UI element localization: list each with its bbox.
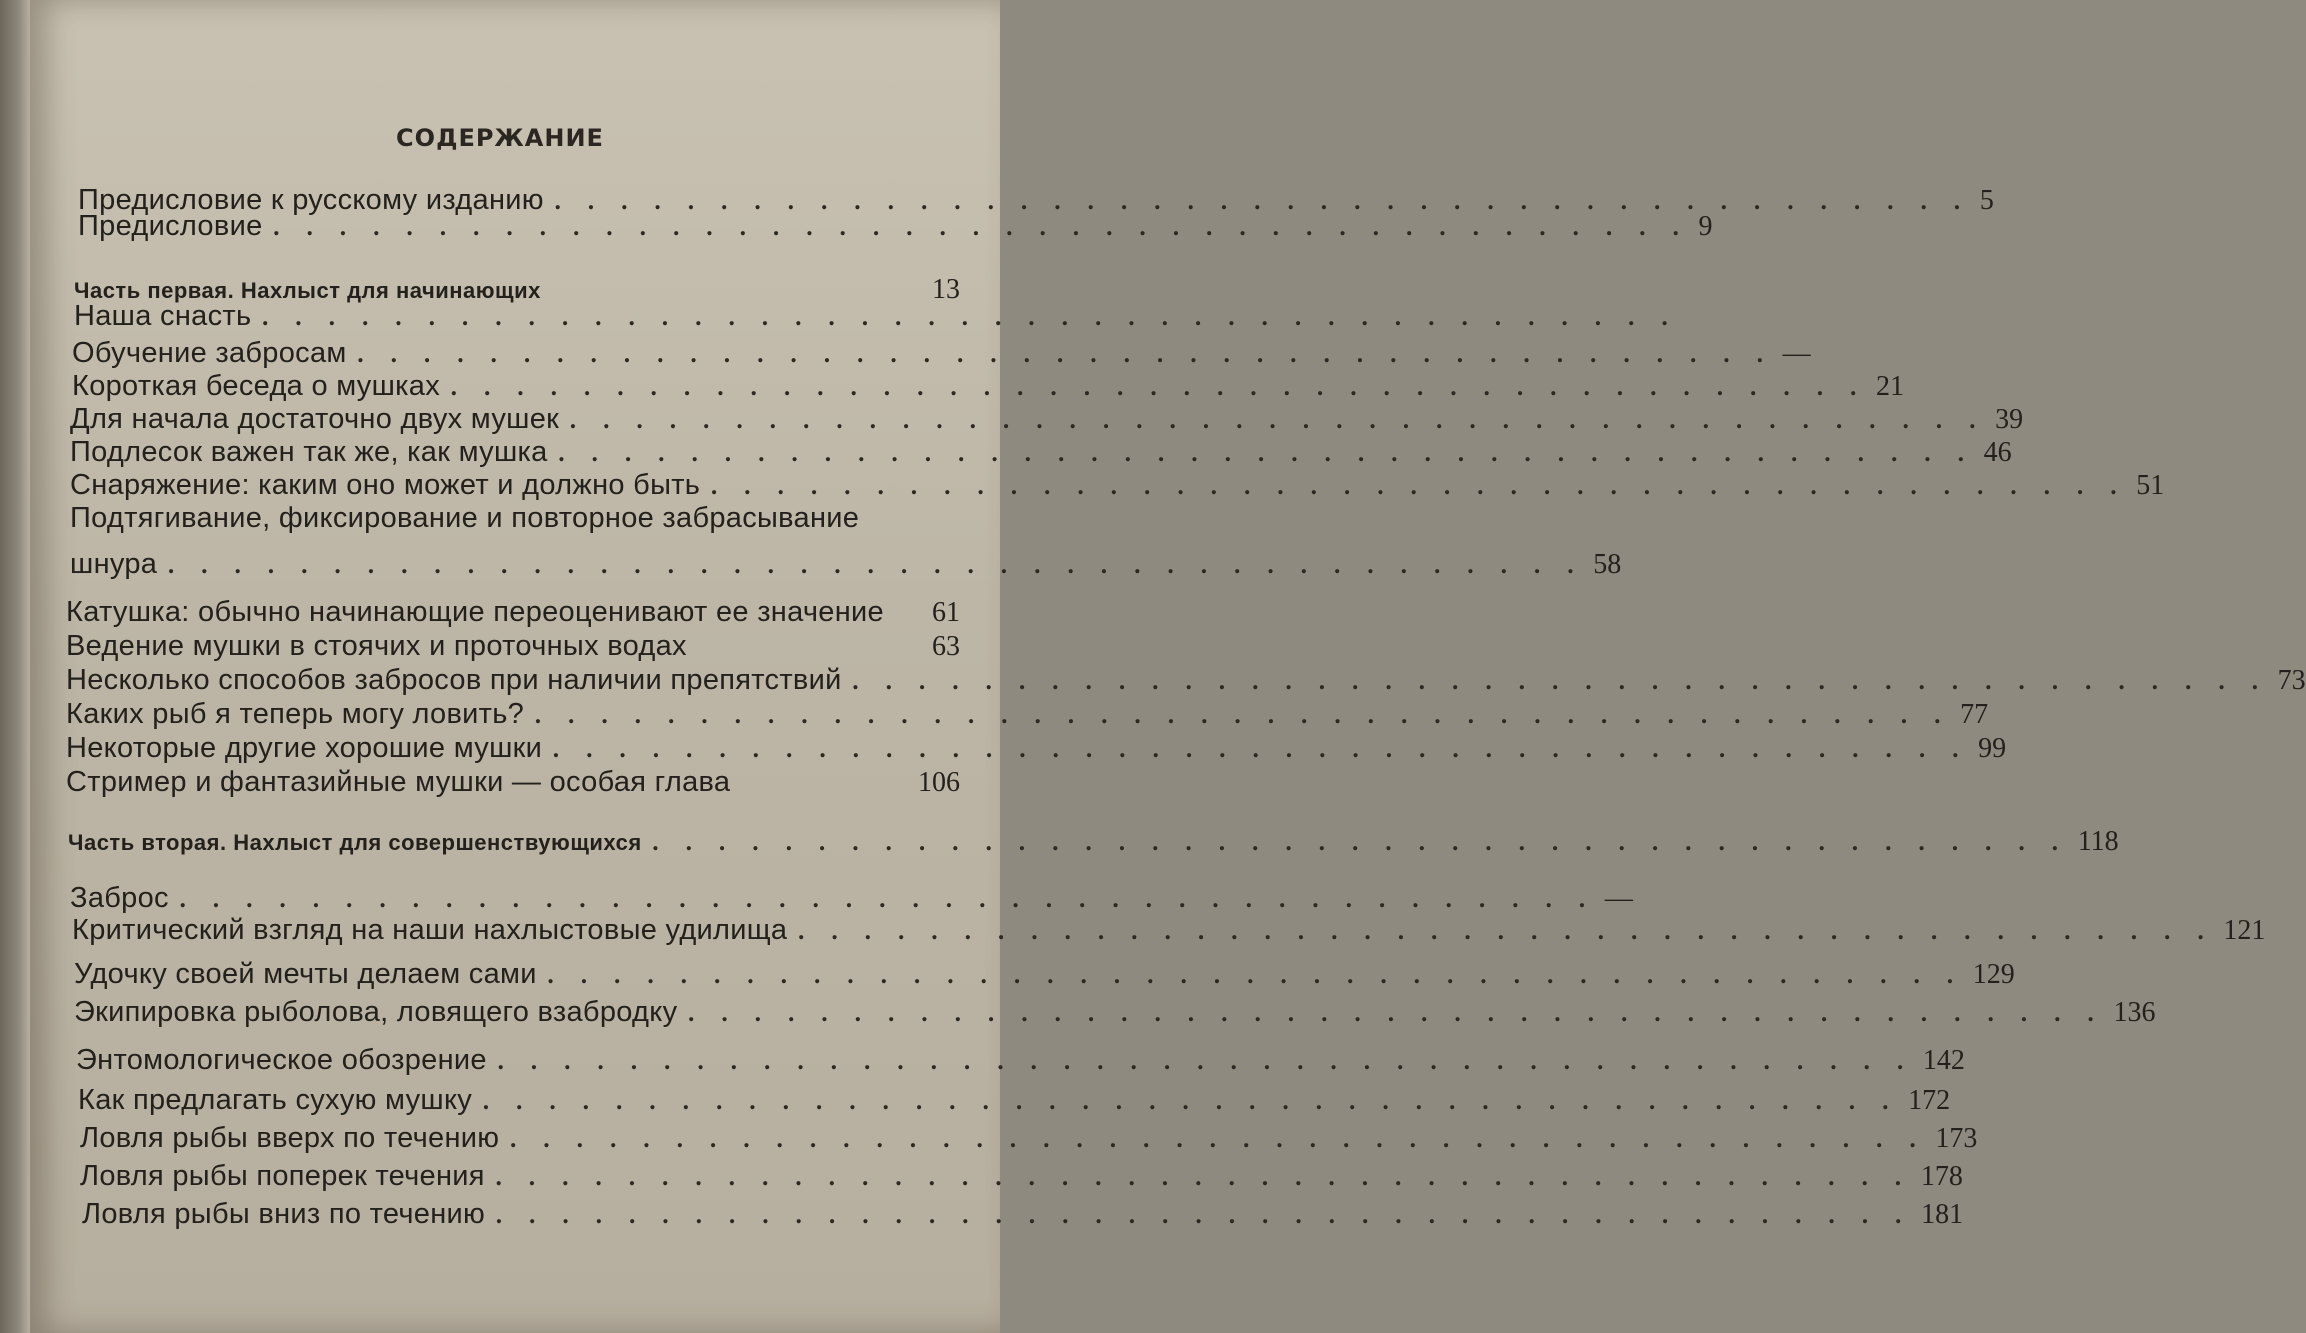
toc-entry: Ловля рыбы вниз по течению . . . . . . . . . . . . . . . . . . . . . . . . . . . . . . . . . . . . . . . . . . . 181 — [82, 1198, 1964, 1230]
toc-entry: Удочку своей мечты делаем сами . . . . . . . . . . . . . . . . . . . . . . . . . . . . . . . . . . . . . . . . . . . 129 — [74, 958, 2015, 990]
toc-entry: Предисловие . . . . . . . . . . . . . . . . . . . . . . . . . . . . . . . . . . . . . . . . . . . 9 — [78, 210, 1713, 242]
toc-entry: Наша снасть . . . . . . . . . . . . . . . . . . . . . . . . . . . . . . . . . . . . . . . . . . . — [74, 300, 1678, 332]
toc-entry: Короткая беседа о мушках . . . . . . . . . . . . . . . . . . . . . . . . . . . . . . . . . . . . . . . . . . . 21 — [72, 370, 1905, 402]
toc-entry: Некоторые другие хорошие мушки . . . . . . . . . . . . . . . . . . . . . . . . . . . . . . . . . . . . . . . . . . . 99 — [66, 732, 2007, 764]
toc-entry: Каких рыб я теперь могу ловить? . . . . . . . . . . . . . . . . . . . . . . . . . . . . . . . . . . . . . . . . . . . 77 — [66, 698, 1989, 730]
toc-entry: Подлесок важен так же, как мушка . . . . . . . . . . . . . . . . . . . . . . . . . . . . . . . . . . . . . . . . . . . 46 — [70, 436, 2012, 468]
toc-entry: Обучение забросам . . . . . . . . . . . . . . . . . . . . . . . . . . . . . . . . . . . . . . . . . . . — — [72, 337, 1811, 369]
toc-part-heading: Часть первая. Нахлыст для начинающих 13 — [74, 274, 960, 305]
toc-entry: Снаряжение: каким оно может и должно быть . . . . . . . . . . . . . . . . . . . . . . . . . . . . . . . . . . . . . . . . . . . 51 — [70, 469, 2165, 501]
toc-entry: Стример и фантазийные мушки — особая глава 106 — [66, 766, 960, 798]
page-title: СОДЕРЖАНИЕ — [396, 124, 604, 152]
toc-entry: Энтомологическое обозрение . . . . . . . . . . . . . . . . . . . . . . . . . . . . . . . . . . . . . . . . . . . 142 — [76, 1044, 1965, 1076]
toc-entry: Как предлагать сухую мушку . . . . . . . . . . . . . . . . . . . . . . . . . . . . . . . . . . . . . . . . . . . 172 — [78, 1084, 1951, 1116]
toc-entry: шнура . . . . . . . . . . . . . . . . . . . . . . . . . . . . . . . . . . . . . . . . . . . 58 — [70, 548, 1622, 580]
toc-entry: Предисловие к русскому изданию . . . . . . . . . . . . . . . . . . . . . . . . . . . . . . . . . . . . . . . . . . . 5 — [78, 184, 1994, 216]
toc-entry: Ведение мушки в стоячих и проточных водах 63 — [66, 630, 960, 662]
toc-entry: Подтягивание, фиксирование и повторное забрасывание — [70, 502, 860, 534]
toc-entry: Катушка: обычно начинающие переоценивают ее значение 61 — [66, 596, 960, 628]
toc-entry: Экипировка рыболова, ловящего взабродку . . . . . . . . . . . . . . . . . . . . . . . . . . . . . . . . . . . . . . . . . . . 136 — [74, 996, 2156, 1028]
toc-part-heading: Часть вторая. Нахлыст для совершенствующихся . . . . . . . . . . . . . . . . . . . . . . . . . . . . . . . . . . . . . . . . . . . 118 — [68, 826, 2119, 857]
toc-entry: Для начала достаточно двух мушек . . . . . . . . . . . . . . . . . . . . . . . . . . . . . . . . . . . . . . . . . . . 39 — [70, 403, 2024, 435]
toc-entry: Заброс . . . . . . . . . . . . . . . . . . . . . . . . . . . . . . . . . . . . . . . . . . . — — [70, 882, 1633, 914]
toc-entry: Ловля рыбы вверх по течению . . . . . . . . . . . . . . . . . . . . . . . . . . . . . . . . . . . . . . . . . . . 173 — [80, 1122, 1978, 1154]
toc-entry: Критический взгляд на наши нахлыстовые удилища . . . . . . . . . . . . . . . . . . . . . . . . . . . . . . . . . . . . . . . . . . . 121 — [72, 914, 2266, 946]
toc-entry: Несколько способов забросов при наличии препятствий . . . . . . . . . . . . . . . . . . . . . . . . . . . . . . . . . . . . . . . . . . . 73 — [66, 664, 2306, 696]
toc-entry: Ловля рыбы поперек течения . . . . . . . . . . . . . . . . . . . . . . . . . . . . . . . . . . . . . . . . . . . 178 — [80, 1160, 1963, 1192]
